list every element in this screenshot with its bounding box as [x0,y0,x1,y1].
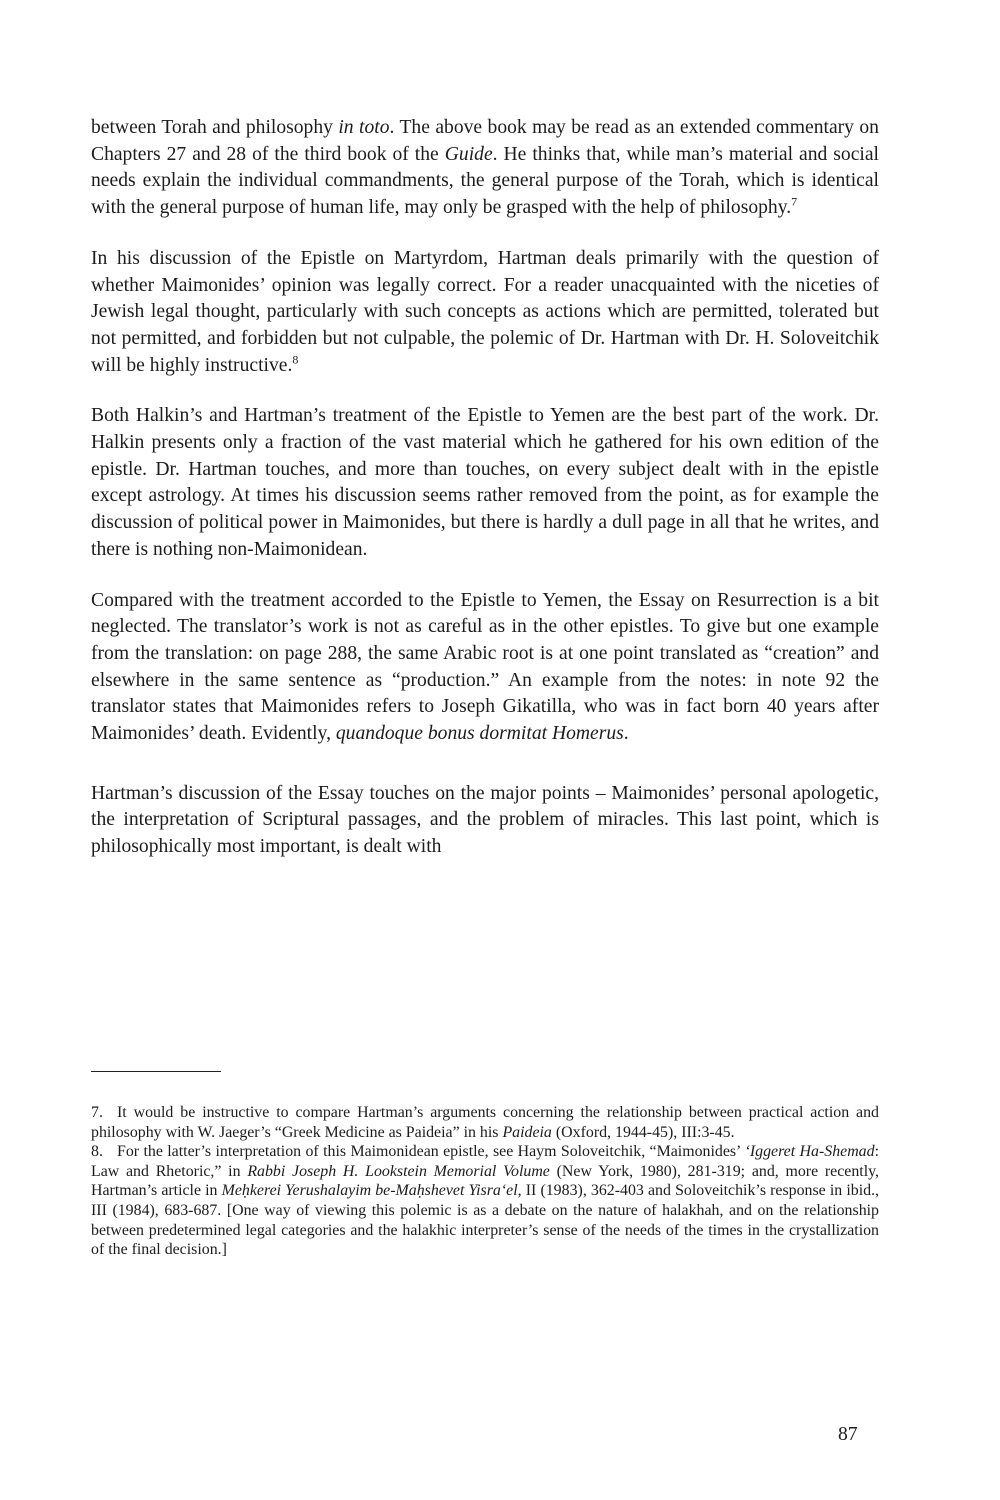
paragraph-2-text: In his discussion of the Epistle on Martyrdom, Hartman deals primarily with the question of whether Maimonides’ opinion was legally correct. For a reader unacquainted with the niceties of Jewish legal thought, particularly with such concepts as actions which are permitted, tolerated but not permitted, and forbidden but not culpable, the polemic of Dr. Hartman with Dr. H. Soloveitchik will be highly instructive. [91,247,879,376]
paragraph-2 [91,246,879,380]
paragraph-1-text-a: between Torah and philosophy [91,117,339,138]
footnote-7-text-b: (Oxford, 1944-45), III:3-45. [551,1123,735,1141]
footnote-8-text-a: For the latter’s interpretation of this Maimonidean epistle, see Haym Soloveitchik, “Maimonides’ [117,1143,745,1161]
paragraph-3-text: Both Halkin’s and Hartman’s treatment of the Epistle to Yemen are the best part of the work. Dr. Halkin presents only a fraction of the vast material which he gathered for his own edition of the epistle. Dr. Hartman touches, and more than touches, on every subject dealt with in the epistle except astrology. At times his discussion seems rather removed from the point, as for example the discussion of political power in Maimonides, but there is hardly a dull page in all that he writes, and there is nothing non-Maimonidean. [91,405,879,560]
paragraph-1-emphasis-a: in toto [338,117,390,138]
paragraph-4-text-b: . [623,723,629,745]
footnote-divider [91,1071,221,1072]
footnote-8-text-c: (New York, 1980), 281-319; and, more recently, Hartman’s article in [91,1162,880,1200]
footnote-8-emphasis-a: ‘Iggeret Ha-Shemad [744,1143,875,1161]
paragraph-1 [91,115,879,222]
paragraph-5 [91,781,879,861]
paragraph-1-emphasis-b: Guide [444,143,493,165]
footnote-8-emphasis-b: Rabbi Joseph H. Lookstein Memorial Volume [247,1162,550,1180]
footnote-7-text-a: It would be instructive to compare Hartman’s arguments concerning the relationship between practical action and philosophy with W. Jaeger’s “Greek Medicine as Paideia” in his [91,1104,879,1141]
footnote-ref-7[interactable]: 7 [791,194,798,209]
page-number: 87 [838,1424,858,1445]
footnote-8 [91,1142,879,1260]
paragraph-4 [91,588,879,748]
footnote-8-emphasis-c: Meḥkerei Yerushalayim be-Maḥshevet Yisra‘el [221,1182,518,1200]
footnote-7 [91,1103,879,1142]
footnote-7-number: 7. [91,1104,103,1121]
paragraph-1-text-b: . The above book may be read as an extended commentary on Chapters 27 and 28 of the third book of the [91,117,879,165]
footnote-ref-8[interactable]: 8 [292,352,299,367]
paragraph-4-emphasis: quandoque bonus dormitat Homerus [335,723,624,745]
paragraph-1-text-c: . He thinks that, while man’s material and social needs explain the individual commandments, the general purpose of the Torah, which is identical with the general purpose of human life, may only be grasped with the help of philosophy. [91,143,879,219]
body-text [91,115,879,861]
footnote-8-text-b: : Law and Rhetoric,” in [91,1143,879,1180]
footnote-7-emphasis: Paideia [502,1123,552,1141]
footnote-8-number: 8. [91,1143,103,1161]
footnotes [91,1103,879,1260]
paragraph-5-text: Hartman’s discussion of the Essay touches on the major points – Maimonides’ personal apologetic, the interpretation of Scriptural passages, and the problem of miracles. This last point, which is philosophically most important, is dealt with [91,782,879,858]
footnote-8-text-d: , II (1983), 362-403 and Soloveitchik’s response in ibid., III (1984), 683-687. [One way of viewing this polemic is as a debate on the nature of halakhah, and on the relationship between predetermined legal categories and the halakhic interpreter’s sense of the needs of the times in the crystallization of the final decision.] [91,1182,880,1259]
paragraph-3 [91,403,879,563]
paragraph-4-text-a: Compared with the treatment accorded to the Epistle to Yemen, the Essay on Resurrection is a bit neglected. The translator’s work is not as careful as in the other epistles. To give but one example from the translation: on page 288, the same Arabic root is at one point translated as “creation” and elsewhere in the same sentence as “production.” An example from the notes: in note 92 the translator states that Maimonides refers to Joseph Gikatilla, who was in fact born 40 years after Maimonides’ death. Evidently, [91,589,879,745]
